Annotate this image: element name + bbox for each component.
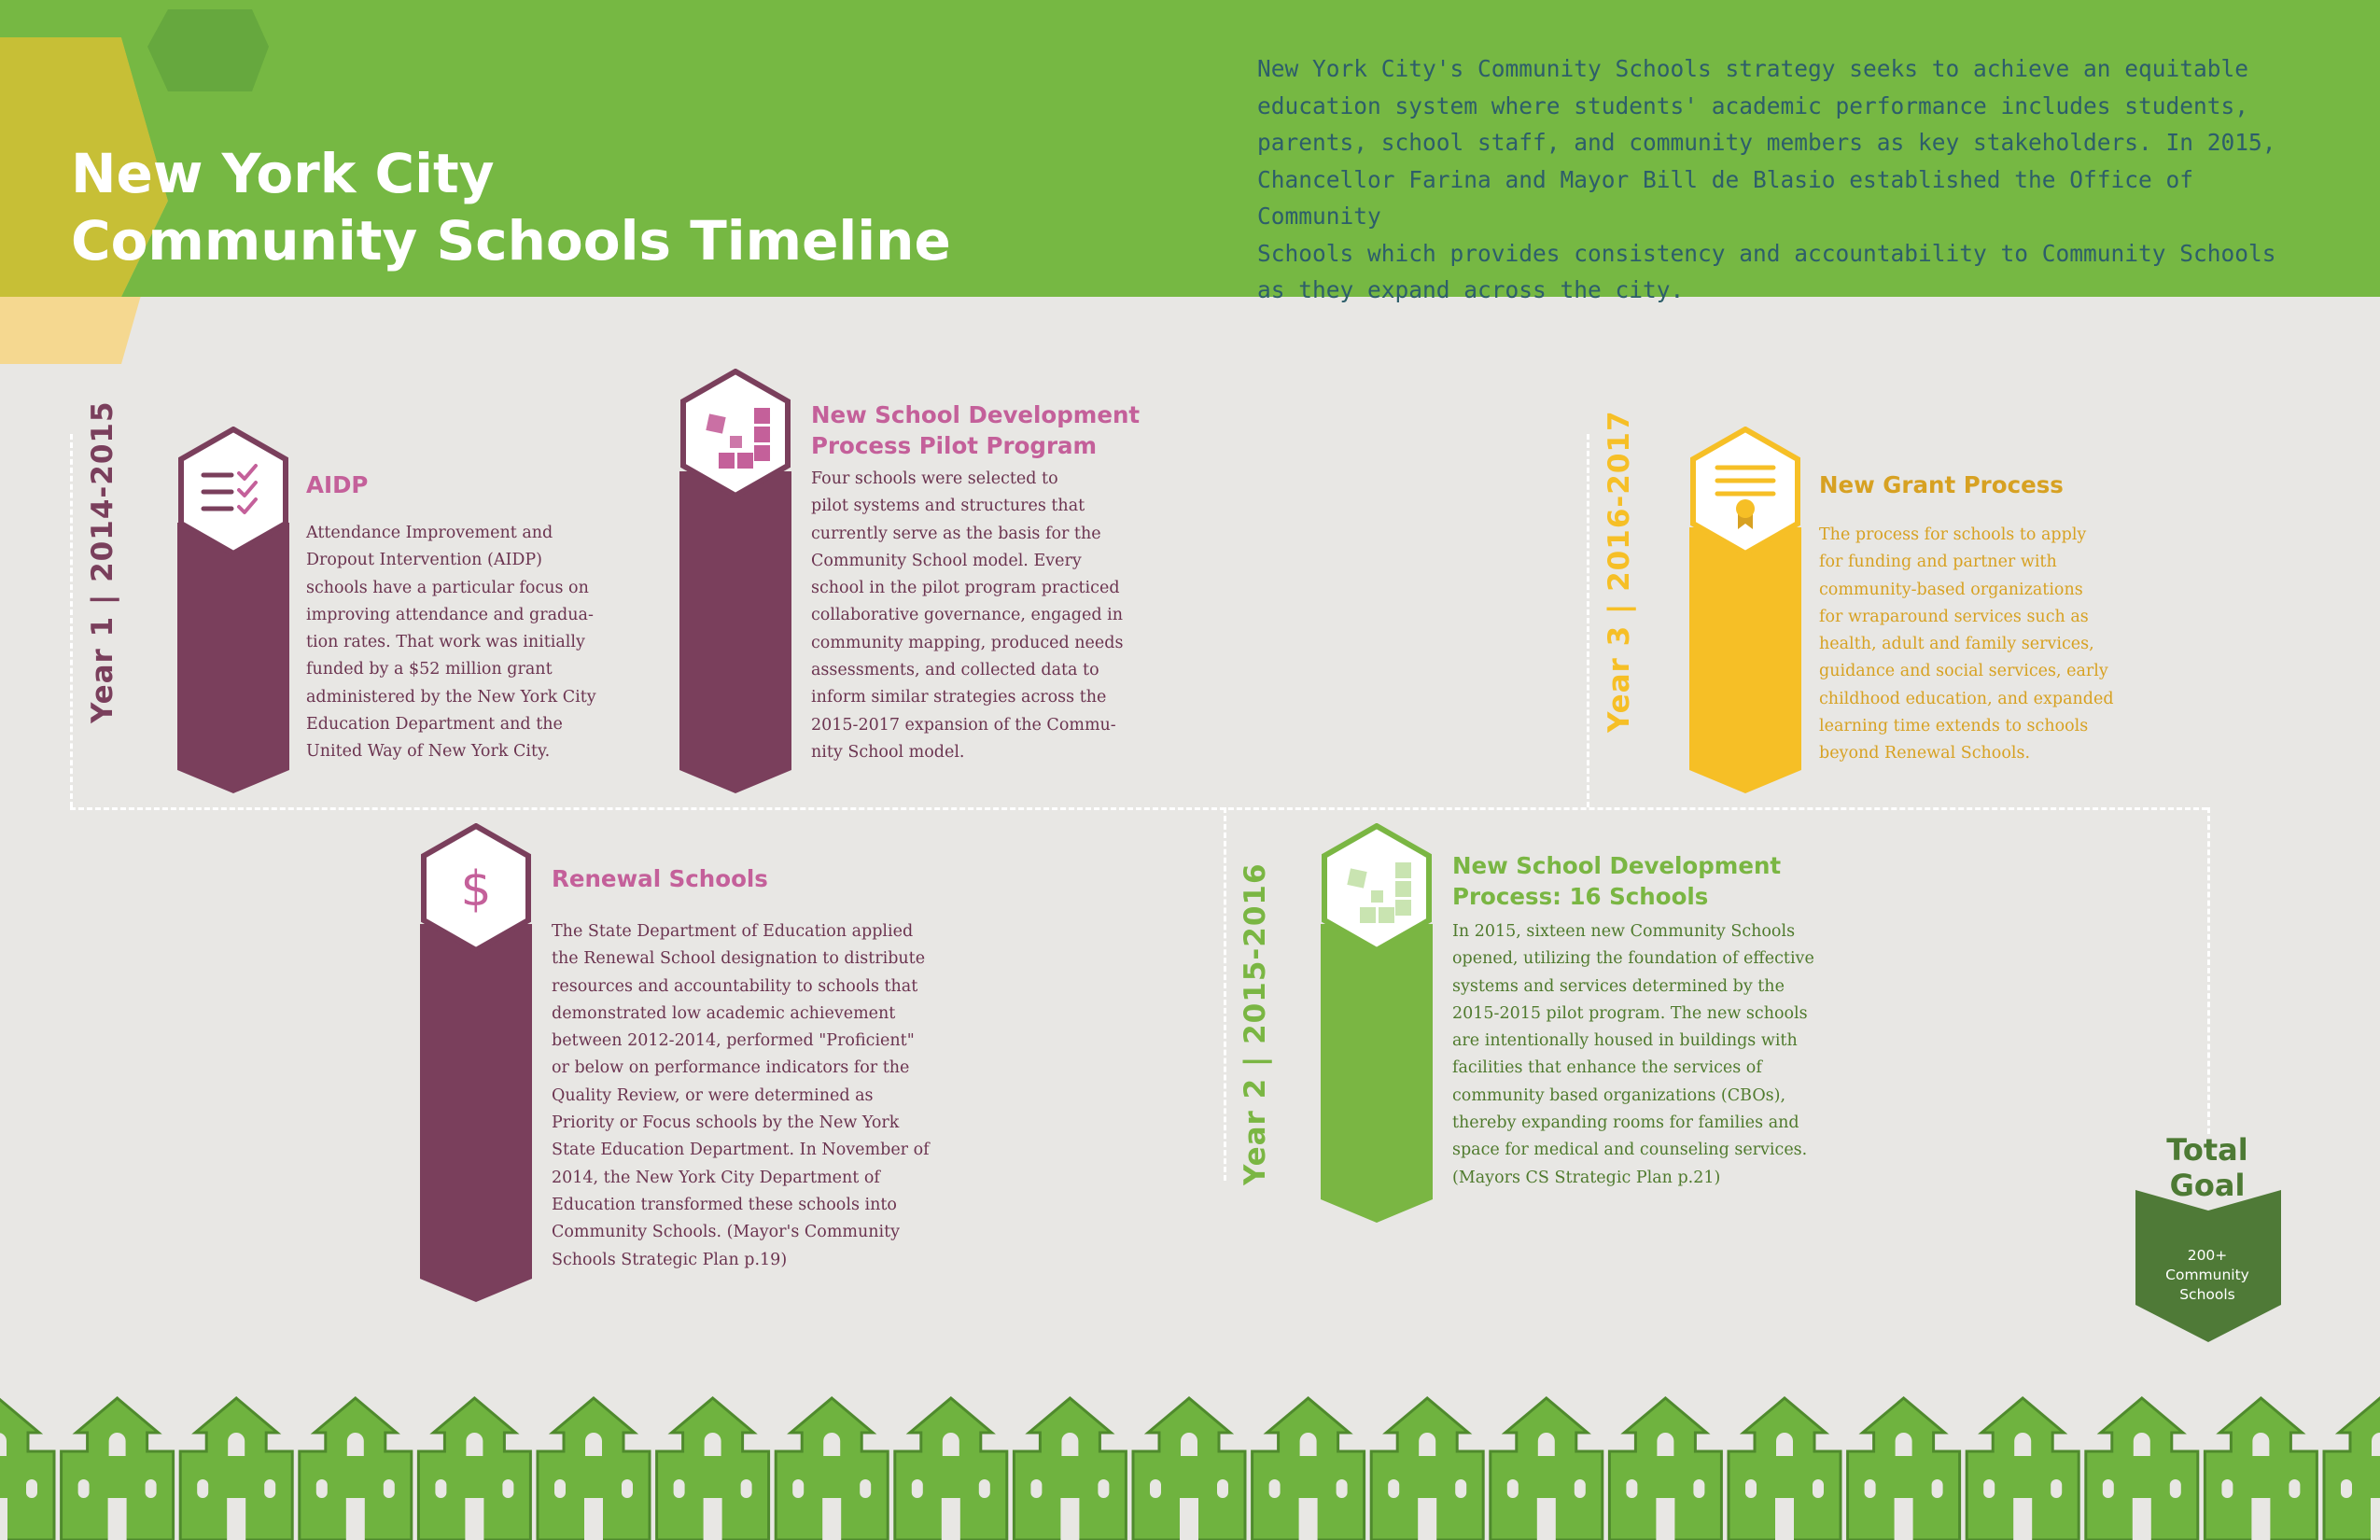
goal-title-line: Total <box>2166 1132 2248 1168</box>
sixteen-banner <box>1321 924 1433 1223</box>
goal-text <box>2142 1246 2273 1305</box>
school-house-icon <box>2086 1398 2198 1540</box>
sixteen-line: systems and services determined by the <box>1452 976 1785 996</box>
pilot-line: Community School model. Every <box>811 551 1082 570</box>
dark-green-hexagon <box>147 9 269 91</box>
renewal-line: between 2012-2014, performed "Proficient" <box>552 1031 915 1051</box>
aidp-title: AIDP <box>306 471 369 498</box>
sixteen-line: opened, utilizing the foundation of effective <box>1452 949 1814 969</box>
blocks-icon <box>679 369 791 499</box>
intro-line: parents, school staff, and community members as key stakeholders. In 2015, <box>1257 129 2276 156</box>
page-title <box>71 140 951 274</box>
sixteen-line: (Mayors CS Strategic Plan p.21) <box>1452 1168 1721 1187</box>
timeline-dash-year1 <box>70 434 73 807</box>
sixteen-line: facilities that enhance the services of <box>1452 1058 1762 1078</box>
school-house-icon <box>0 1398 54 1540</box>
renewal-title: Renewal Schools <box>552 865 768 892</box>
year-1-label: Year 1 | 2014-2015 <box>86 400 119 723</box>
sixteen-line: community based organizations (CBOs), <box>1452 1085 1786 1105</box>
school-house-icon <box>1729 1398 1841 1540</box>
sixteen-line: In 2015, sixteen new Community Schools <box>1452 922 1796 941</box>
timeline-dash-main <box>70 807 2207 810</box>
grant-line: The process for schools to apply <box>1819 525 2087 544</box>
sixteen-title-line: Process: 16 Schools <box>1452 883 1709 910</box>
timeline-dash-year2 <box>1224 807 1226 1181</box>
sixteen-title-line: New School Development <box>1452 852 1782 879</box>
checklist-icon <box>177 427 289 557</box>
grant-line: for wraparound services such as <box>1819 607 2089 626</box>
grant-banner <box>1689 527 1801 793</box>
school-house-icon <box>1609 1398 1721 1540</box>
renewal-line: 2014, the New York City Department of <box>552 1168 880 1187</box>
grant-description <box>1819 522 2114 768</box>
renewal-line: Schools Strategic Plan p.19) <box>552 1250 788 1269</box>
school-house-icon <box>300 1398 412 1540</box>
pilot-title-line: New School Development <box>811 401 1141 428</box>
pilot-line: school in the pilot program practiced <box>811 579 1120 598</box>
renewal-line: the Renewal School designation to distribute <box>552 949 926 969</box>
intro-line: education system where students' academic performance includes students, <box>1257 91 2249 119</box>
certificate-icon <box>1689 427 1801 557</box>
pilot-banner <box>679 471 791 793</box>
school-house-icon <box>2205 1398 2317 1540</box>
pilot-line: currently serve as the basis for the <box>811 524 1101 543</box>
pilot-line: Four schools were selected to <box>811 469 1058 488</box>
aidp-line: funded by a $52 million grant <box>306 660 553 679</box>
grant-line: community-based organizations <box>1819 580 2083 599</box>
sixteen-line: are intentionally housed in buildings with <box>1452 1031 1798 1051</box>
aidp-banner <box>177 523 289 793</box>
grant-title: New Grant Process <box>1819 471 2064 498</box>
school-house-icon <box>418 1398 530 1540</box>
renewal-line: The State Department of Education applied <box>552 922 914 941</box>
goal-text-line: Schools <box>2179 1286 2235 1303</box>
school-house-icon <box>1371 1398 1483 1540</box>
renewal-line: Priority or Focus schools by the New York <box>552 1113 900 1133</box>
goal-text-line: 200+ <box>2187 1247 2228 1264</box>
school-house-icon <box>1491 1398 1603 1540</box>
grant-line: for funding and partner with <box>1819 553 2057 572</box>
school-house-icon <box>776 1398 888 1540</box>
school-house-icon <box>538 1398 650 1540</box>
aidp-line: United Way of New York City. <box>306 742 551 762</box>
school-house-icon <box>62 1398 174 1540</box>
year-3-label: Year 3 | 2016-2017 <box>1603 410 1636 733</box>
renewal-banner <box>420 924 532 1302</box>
school-house-icon <box>180 1398 292 1540</box>
intro-line: as they expand across the city. <box>1257 276 1685 303</box>
renewal-description <box>552 918 930 1274</box>
pilot-title-line: Process Pilot Program <box>811 432 1098 459</box>
renewal-line: resources and accountability to schools that <box>552 976 918 996</box>
pilot-line: 2015-2017 expansion of the Commu- <box>811 715 1116 735</box>
renewal-line: State Education Department. In November of <box>552 1141 930 1160</box>
goal-title-line: Goal <box>2169 1168 2246 1203</box>
pilot-description <box>811 466 1123 766</box>
school-house-icon <box>1014 1398 1126 1540</box>
school-house-icon <box>2324 1398 2380 1540</box>
pilot-line: inform similar strategies across the <box>811 688 1107 707</box>
school-house-icon <box>657 1398 769 1540</box>
renewal-line: Community Schools. (Mayor's Community <box>552 1223 901 1242</box>
pilot-line: assessments, and collected data to <box>811 661 1099 680</box>
grant-line: childhood education, and expanded <box>1819 689 2114 708</box>
timeline-dash-goal <box>2207 807 2210 1134</box>
pilot-line: collaborative governance, engaged in <box>811 606 1123 625</box>
intro-line: New York City's Community Schools strategy seeks to achieve an equitable <box>1257 55 2249 82</box>
sixteen-title <box>1452 850 1781 912</box>
school-house-icon <box>1848 1398 1960 1540</box>
blocks-icon <box>1321 823 1433 954</box>
intro-paragraph <box>1257 50 2284 309</box>
sixteen-description <box>1452 918 1814 1192</box>
sixteen-line: thereby expanding rooms for families and <box>1452 1113 1799 1133</box>
school-house-icon <box>895 1398 1007 1540</box>
goal-text-line: Community <box>2165 1267 2249 1283</box>
title-line-1: New York City <box>71 142 495 205</box>
pilot-line: pilot systems and structures that <box>811 497 1085 516</box>
renewal-line: Education transformed these schools into <box>552 1195 897 1214</box>
pilot-line: nity School model. <box>811 742 965 762</box>
school-house-icon <box>1133 1398 1245 1540</box>
aidp-line: improving attendance and gradua- <box>306 605 594 624</box>
dollar-icon <box>420 823 532 954</box>
aidp-line: schools have a particular focus on <box>306 578 589 597</box>
aidp-line: Dropout Intervention (AIDP) <box>306 551 542 570</box>
aidp-line: Education Department and the <box>306 715 563 735</box>
pilot-title <box>811 399 1140 461</box>
school-house-icon <box>1967 1398 2079 1540</box>
school-houses-row <box>0 1391 2380 1540</box>
grant-line: learning time extends to schools <box>1819 717 2089 736</box>
intro-line: Schools which provides consistency and accountability to Community Schools <box>1257 239 2276 267</box>
grant-line: guidance and social services, early <box>1819 662 2108 681</box>
aidp-description <box>306 520 596 766</box>
dollar-glyph: $ <box>460 861 492 917</box>
grant-line: beyond Renewal Schools. <box>1819 744 2031 763</box>
aidp-line: Attendance Improvement and <box>306 524 553 542</box>
aidp-line: tion rates. That work was initially <box>306 633 585 652</box>
intro-line: Chancellor Farina and Mayor Bill de Blasio established the Office of Community <box>1257 165 2194 230</box>
sixteen-line: 2015-2015 pilot program. The new schools <box>1452 1003 1808 1023</box>
year-2-label: Year 2 | 2015-2016 <box>1239 862 1272 1185</box>
grant-line: health, adult and family services, <box>1819 635 2094 654</box>
title-line-2: Community Schools Timeline <box>71 209 951 273</box>
renewal-line: or below on performance indicators for the <box>552 1058 910 1078</box>
school-house-icon <box>1253 1398 1365 1540</box>
renewal-line: demonstrated low academic achievement <box>552 1003 896 1023</box>
pilot-line: community mapping, produced needs <box>811 633 1124 652</box>
aidp-line: administered by the New York City <box>306 687 596 707</box>
timeline-dash-year3 <box>1587 434 1589 807</box>
renewal-line: Quality Review, or were determined as <box>552 1085 874 1105</box>
sixteen-line: space for medical and counseling services. <box>1452 1141 1808 1160</box>
